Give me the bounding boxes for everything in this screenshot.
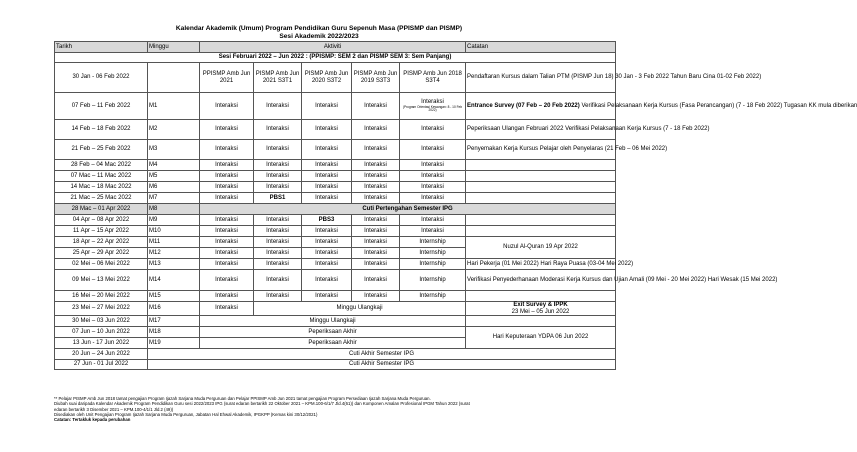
cohort-header: PPISMP Amb Jun 2021 (200, 63, 254, 93)
date-cell: 21 Mac – 25 Mac 2022 (55, 193, 148, 204)
activity-cell: Interaksi (352, 193, 400, 204)
note-cell: Penyemakan Kerja Kursus Pelajar oleh Penyelaras (21 Feb – 06 Mei 2022) (466, 140, 616, 160)
date-cell: 14 Mac – 18 Mac 2022 (55, 182, 148, 193)
activity-cell: Interaksi (254, 93, 302, 120)
date-cell: 28 Feb – 04 Mac 2022 (55, 160, 148, 171)
table-row (55, 237, 616, 248)
date-cell: 25 Apr – 29 Apr 2022 (55, 248, 148, 259)
date-cell: 07 Feb – 11 Feb 2022 (55, 93, 148, 120)
activity-cell: Interaksi (352, 140, 400, 160)
table-row (55, 93, 616, 120)
activity-cell: Interaksi (400, 140, 466, 160)
break-banner: Cuti Pertengahan Semester IPG (200, 204, 616, 215)
activity-cell: Interaksi (352, 93, 400, 120)
week-cell: M12 (148, 248, 200, 259)
table-header-row (55, 42, 616, 53)
note-cell: Nuzul Al-Quran 19 Apr 2022 (466, 237, 616, 259)
activity-cell: Interaksi (302, 120, 352, 140)
activity-cell: Interaksi (200, 270, 254, 291)
activity-cell: Interaksi (254, 270, 302, 291)
activity-cell: Interaksi (254, 259, 302, 270)
activity-cell: Interaksi (352, 259, 400, 270)
table-row (55, 120, 616, 140)
cohort-header: PISMP Amb Jun 2019 S3T3 (352, 63, 400, 93)
merged-activity: Minggu Ulangkaji (254, 302, 466, 316)
note-cell: 23 Mei – 05 Jun 2022 (511, 308, 570, 315)
week-cell: M10 (148, 226, 200, 237)
academic-calendar-table (54, 41, 857, 370)
activity-cell: Interaksi (254, 171, 302, 182)
activity-cell: Interaksi (400, 193, 466, 204)
activity-cell: Interaksi (352, 226, 400, 237)
activity-cell: Interaksi (200, 171, 254, 182)
activity-cell: Interaksi (302, 171, 352, 182)
merged-activity: Minggu Ulangkaji (200, 316, 466, 327)
activity-cell-pbs: PBS1 (254, 193, 302, 204)
header-catatan: Catatan (466, 42, 616, 53)
activity-cell: Interaksi (302, 237, 352, 248)
week-cell: M9 (148, 215, 200, 226)
date-cell: 23 Mei – 27 Mei 2022 (55, 302, 148, 316)
activity-cell: Interaksi (302, 140, 352, 160)
table-row (55, 226, 616, 237)
week-cell: M6 (148, 182, 200, 193)
table-row (55, 193, 616, 204)
activity-cell: Interaksi (352, 248, 400, 259)
date-cell: 20 Jun – 24 Jun 2022 (55, 349, 148, 360)
activity-cell: Interaksi (254, 248, 302, 259)
page-title: Kalendar Akademik (Umum) Program Pendidikan Guru Sepenuh Masa (PPISMP dan PISMP) (175, 25, 463, 32)
activity-cell: Interaksi (200, 237, 254, 248)
week-cell: M4 (148, 160, 200, 171)
note-cell: Verifikasi Penyederhanaan Moderasi Kerja Kursus dan Ujian Amali (09 Mei - 20 Mei 2022) Hari Wesak (15 Mei 2022) (466, 270, 616, 291)
activity-cell: Interaksi (200, 248, 254, 259)
activity-cell: Interaksi (302, 259, 352, 270)
date-cell: 09 Mei – 13 Mei 2022 (55, 270, 148, 291)
week-cell: M5 (148, 171, 200, 182)
date-cell: 30 Mei – 03 Jun 2022 (55, 316, 148, 327)
date-cell: 11 Apr – 15 Apr 2022 (55, 226, 148, 237)
date-cell: 21 Feb – 25 Feb 2022 (55, 140, 148, 160)
week-cell: M11 (148, 237, 200, 248)
activity-cell: Interaksi (352, 160, 400, 171)
merged-activity: Peperiksaan Akhir (200, 327, 466, 338)
table-row (55, 215, 616, 226)
activity-cell: Interaksi (400, 226, 466, 237)
activity-cell: Interaksi (302, 160, 352, 171)
activity-cell: Interaksi (200, 291, 254, 302)
activity-cell: Interaksi (302, 226, 352, 237)
table-row (55, 182, 616, 193)
activity-cell: Interaksi (400, 171, 466, 182)
activity-cell: Interaksi (200, 215, 254, 226)
table-row (55, 327, 616, 338)
activity-cell: Interaksi (302, 291, 352, 302)
activity-cell: Interaksi (400, 120, 466, 140)
activity-subnote: (Program Orientasi Kewangan: 8 - 10 Feb 2022) (402, 104, 463, 113)
note-cell: Hari Keputeraan YDPA 06 Jun 2022 (466, 327, 616, 349)
activity-cell: Internship (400, 248, 466, 259)
merged-activity: Peperiksaan Akhir (200, 338, 466, 349)
week-cell: M15 (148, 291, 200, 302)
activity-cell: Interaksi (302, 93, 352, 120)
week-cell: M18 (148, 327, 200, 338)
week-cell: M7 (148, 193, 200, 204)
activity-cell: Interaksi (302, 182, 352, 193)
table-row (55, 259, 616, 270)
footnote-line: Disediakan oleh Unit Pengajian Program Ijazah Sarjana Muda Perguruan, Jabatan Hal Ehwal Akademik, IPGKPP (Kemas kini 30/12/2021) (54, 411, 318, 417)
activity-cell: Interaksi (352, 291, 400, 302)
activity-cell: Interaksi (254, 120, 302, 140)
activity-cell: Interaksi (200, 182, 254, 193)
semester-banner: Sesi Februari 2022 – Jun 2022 : (PPISMP: SEM 2 dan PISMP SEM 3: Sem Panjang) (55, 53, 616, 63)
table-row (55, 360, 616, 370)
week-cell: M17 (148, 316, 200, 327)
activity-cell: Interaksi (352, 237, 400, 248)
week-cell: M2 (148, 120, 200, 140)
header-minggu: Minggu (148, 42, 200, 53)
activity-cell: Interaksi (400, 182, 466, 193)
header-tarikh: Tarikh (55, 42, 148, 53)
week-cell: M16 (148, 302, 200, 316)
note-cell: Hari Pekerja (01 Mei 2022) Hari Raya Puasa (03-04 Mei 2022) (466, 259, 616, 270)
date-cell: 07 Jun – 10 Jun 2022 (55, 327, 148, 338)
merged-activity: Cuti Akhir Semester IPG (148, 360, 616, 370)
week-cell: M14 (148, 270, 200, 291)
date-cell: 13 Jun - 17 Jun 2022 (55, 338, 148, 349)
date-cell: 16 Mei – 20 Mei 2022 (55, 291, 148, 302)
table-row (55, 302, 616, 316)
week-cell: M3 (148, 140, 200, 160)
date-cell: 04 Apr – 08 Apr 2022 (55, 215, 148, 226)
activity-cell: Interaksi (200, 302, 254, 316)
activity-cell: Interaksi (254, 237, 302, 248)
week-cell: M8 (148, 204, 200, 215)
activity-cell: Interaksi (200, 259, 254, 270)
activity-cell: Interaksi (200, 140, 254, 160)
activity-cell: Interaksi (302, 193, 352, 204)
activity-cell: Interaksi (302, 270, 352, 291)
note-cell: Pendaftaran Kursus dalam Talian PTM (PISMP Jun 18) 30 Jan - 3 Feb 2022 Tahun Baru Cina 01-02 Feb 2022) (466, 63, 616, 93)
table-row (55, 316, 616, 327)
cohort-header: PISMP Amb Jun 2021 S3T1 (254, 63, 302, 93)
note-cell: Peperiksaan Ulangan Februari 2022 Verifikasi Pelaksanaan Kerja Kursus (7 - 18 Feb 2022) (466, 120, 616, 140)
date-cell: 30 Jan - 06 Feb 2022 (55, 63, 148, 93)
date-cell: 18 Apr – 22 Apr 2022 (55, 237, 148, 248)
activity-cell: Interaksi (200, 120, 254, 140)
activity-cell: Interaksi (200, 193, 254, 204)
week-cell: M13 (148, 259, 200, 270)
table-row (55, 270, 616, 291)
activity-cell: Internship (400, 270, 466, 291)
table-row (55, 291, 616, 302)
activity-cell: Internship (400, 291, 466, 302)
header-aktiviti: Aktiviti (200, 42, 466, 53)
week-cell: M1 (148, 93, 200, 120)
activity-cell: Interaksi (200, 93, 254, 120)
activity-cell: Interaksi (200, 226, 254, 237)
note-bold: Exit Survey & IPPK (513, 302, 568, 308)
cohort-header: PISMP Amb Jun 2020 S3T2 (302, 63, 352, 93)
activity-cell: Interaksi (254, 226, 302, 237)
activity-cell: Interaksi (352, 120, 400, 140)
activity-cell: Interaksi (400, 215, 466, 226)
activity-cell-pbs: PBS3 (302, 215, 352, 226)
activity-cell: Interaksi (200, 160, 254, 171)
table-row (55, 63, 616, 93)
table-row (55, 349, 616, 360)
note-bold: Entrance Survey (07 Feb – 20 Feb 2022) (467, 102, 580, 109)
footnote-line: Catatan: Tertakluk kepada perubahan (54, 417, 131, 423)
activity-cell: Interaksi (254, 215, 302, 226)
activity-cell: Interaksi (352, 182, 400, 193)
footnote-line: Diubah suai daripada Kalendar Akademik Program Pendidikan Guru sesi 2022/2023 IPG (surat edaran bertarikh 22 Oktober 2021 – KPM.100-6/1/7 Jld.4(61)) dan Komponen Amalan Profesional IPGM Tahun 2022 (surat (54, 401, 470, 407)
activity-cell: Interaksi (352, 171, 400, 182)
week-cell: M19 (148, 338, 200, 349)
table-row (55, 171, 616, 182)
footnote-line: ** Pelajar PISMP Amb Jun 2018 tamat pengajian Program Ijazah Sarjana Muda Perguruan dan Pelajar PPISMP Amb Jun 2021 tamat pengajian Program Persediaan Ijazah Sarjana Muda Perguruan. (54, 396, 431, 401)
activity-cell: Interaksi (302, 248, 352, 259)
footnote-line: edaran bertarikh 3 Disember 2021 – KPM.100-4/1/1 Jld.2 (49)) (54, 406, 174, 412)
note-cell: Verifikasi Pelaksanaan Kerja Kursus (Fasa Perancangan) (7 - 18 Feb 2022) Tugasan KK mula diberikan (581, 102, 857, 109)
date-cell: 07 Mac – 11 Mac 2022 (55, 171, 148, 182)
activity-cell: Internship (400, 237, 466, 248)
activity-cell: Interaksi (400, 160, 466, 171)
activity-cell: Interaksi (254, 291, 302, 302)
activity-cell: Internship (400, 259, 466, 270)
date-cell: 27 Jun - 01 Jul 2022 (55, 360, 148, 370)
table-row (55, 204, 616, 215)
activity-cell: Interaksi (254, 182, 302, 193)
page-subtitle: Sesi Akademik 2022/2023 (279, 33, 359, 40)
activity-cell: Interaksi (352, 215, 400, 226)
activity-cell: Interaksi (254, 140, 302, 160)
date-cell: 28 Mac – 01 Apr 2022 (55, 204, 148, 215)
footnotes (54, 396, 624, 422)
table-row (55, 160, 616, 171)
date-cell: 14 Feb – 18 Feb 2022 (55, 120, 148, 140)
activity-cell: Interaksi (254, 160, 302, 171)
merged-activity: Cuti Akhir Semester IPG (148, 349, 616, 360)
activity-cell: Interaksi (421, 99, 444, 106)
table-row (55, 140, 616, 160)
activity-cell: Interaksi (352, 270, 400, 291)
cohort-header: PISMP Amb Jun 2018 S3T4 (400, 63, 466, 93)
date-cell: 02 Mei – 06 Mei 2022 (55, 259, 148, 270)
